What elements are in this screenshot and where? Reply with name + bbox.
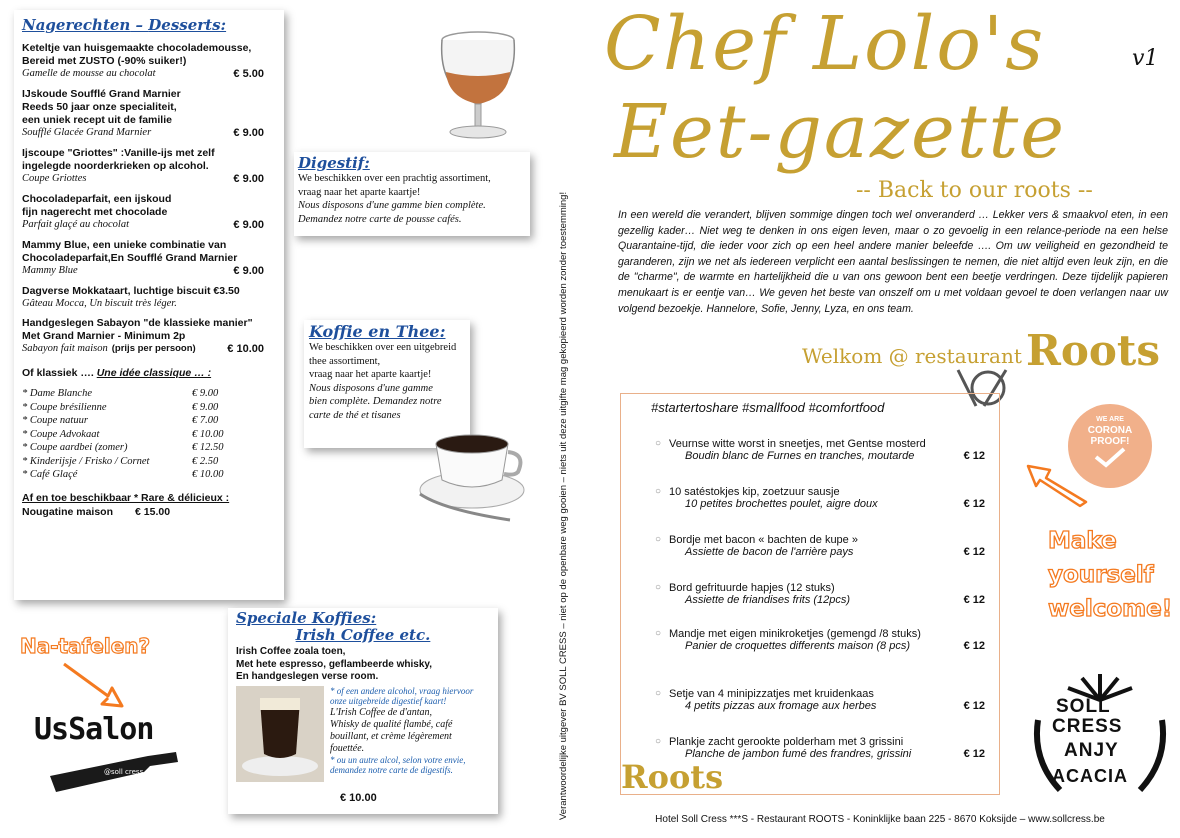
menu-item-french: Assiette de bacon de l'arrière pays — [685, 546, 854, 558]
arrow-icon — [60, 660, 130, 710]
bottle-icon — [44, 748, 184, 796]
classic-name: * Coupe aardbei (zomer) — [22, 442, 128, 453]
bullet-icon: ○ — [655, 582, 662, 593]
menu-item-name: 10 satéstokjes kip, zoetzuur sausje — [669, 486, 840, 498]
menu-item — [655, 582, 985, 606]
corona-badge-main: CORONA PROOF! — [1087, 425, 1133, 447]
speciale-price: € 10.00 — [340, 792, 377, 804]
welkom-label: Welkom @ restaurant — [802, 344, 1022, 368]
classic-price: € 7.00 — [192, 415, 219, 426]
menu-item-french: 4 petits pizzas aux fromage aux herbes — [685, 700, 877, 712]
bullet-icon: ○ — [655, 736, 662, 747]
dessert-french: Mammy Blue — [22, 265, 78, 276]
menu-item — [655, 628, 985, 652]
menu-item-price: € 12 — [963, 450, 985, 462]
salon-logo: UsSalon — [34, 712, 154, 747]
menu-item-row — [655, 450, 985, 462]
na-tafelen-label: Na-tafelen? — [20, 634, 151, 658]
dessert-french: Sabayon fait maison — [22, 343, 108, 354]
dessert-price: € 9.00 — [233, 219, 264, 231]
classic-item — [22, 455, 276, 469]
make-yourself-welcome: Make yourself welcome! — [1048, 528, 1173, 622]
classic-title: Of klassiek …. Une idée classique … : — [22, 367, 212, 379]
dessert-french: Gâteau Mocca, Un biscuit très léger. — [22, 298, 177, 309]
speciale-note-nl: * of een andere alcohol, vraag hiervoor onze uitgebreide digestief kaart! — [330, 685, 474, 706]
menu-item-name: Mandje met eigen minikroketjes (gemengd /8 stuks) — [669, 628, 921, 640]
irish-coffee-photo — [236, 686, 324, 782]
footer-address: Hotel Soll Cress ***S - Restaurant ROOTS - Koninklijke baan 225 - 8670 Koksijde – www.sollcress.be — [655, 814, 1105, 825]
brandy-glass-icon — [436, 20, 520, 150]
dessert-list — [22, 42, 276, 355]
menu-item-row — [655, 700, 985, 712]
classic-name: * Coupe natuur — [22, 415, 88, 426]
classic-price: € 2.50 — [192, 455, 219, 467]
roots-small: Roots — [621, 758, 724, 796]
dessert-name: Keteltje van huisgemaakte chocolademousse, Bereid met ZUSTO (-90% suiker!) — [22, 42, 252, 67]
bullet-icon: ○ — [655, 534, 662, 545]
menu-item — [655, 486, 985, 510]
classic-price: € 10.00 — [192, 428, 224, 440]
classic-list — [22, 387, 276, 482]
menu-item-name: Setje van 4 minipizzatjes met kruidenkaas — [669, 688, 874, 700]
menu-item-name: Bordje met bacon « bachten de kupe » — [669, 534, 858, 546]
checkmark-icon — [1090, 447, 1130, 469]
menu-item-price: € 12 — [963, 498, 985, 510]
dessert-row — [22, 173, 276, 185]
classic-item — [22, 441, 276, 455]
menu-item-french: 10 petites brochettes poulet, aigre doux — [685, 498, 878, 510]
soll-cress-logo — [1030, 660, 1170, 800]
dessert-name: Chocoladeparfait, een ijskoud fijn nagerecht met chocolade — [22, 193, 172, 218]
dessert-row — [22, 265, 276, 277]
dessert-name: Mammy Blue, een unieke combinatie van Chocoladeparfait,En Soufflé Grand Marnier — [22, 239, 238, 264]
bullet-icon: ○ — [655, 628, 662, 639]
salon-sub: @soll cress — [104, 768, 144, 776]
desserts-card — [14, 10, 284, 600]
dessert-name: Dagverse Mokkataart, luchtige biscuit €3.50 — [22, 285, 240, 297]
menu-item-french: Assiette de friandises frits (12pcs) — [685, 594, 851, 606]
menu-item-price: € 12 — [963, 700, 985, 712]
menu-item-price: € 12 — [963, 594, 985, 606]
digestif-nl: We beschikken over een prachtig assortiment, vraag naar het aparte kaartje! — [298, 173, 491, 198]
dessert-item — [22, 317, 276, 355]
speciale-card — [228, 608, 498, 814]
dessert-french-extra: (prijs per persoon) — [111, 343, 196, 354]
dessert-item — [22, 88, 276, 139]
digestif-fr: Nous disposons d'une gamme bien complète. Demandez notre carte de pousse cafés. — [298, 200, 486, 225]
desserts-title: Nagerechten – Desserts: — [22, 16, 227, 34]
menu-item-line — [655, 534, 985, 546]
publisher-vertical: Verantwoordelijke uitgever BV SOLL CRESS – niet op de openbare weg gooien – niets uit deze uitgifte mag gekopieerd worden zonder toestemming! — [558, 191, 569, 820]
speciale-body: Irish Coffee zoala toen, Met hete espresso, geflambeerde whisky, En handgeslegen verse room. — [236, 646, 433, 682]
intro-text: In een wereld die verandert, blijven sommige dingen toch wel onveranderd … Lekker vers & smaakvol eten, in een gezellig kader… Niet weg te denken in ons eigen leven, maar o zo gevoelig in een relance-periode na een helse Quarantaine-tijd, die ieder voor zich op een heel andere manier beleefde …. Om uw veiligheid en gezondheid te garanderen, zijn we net als iedereen verplicht een aantal beslissingen te nemen, die niet altijd even leuk zijn, en die de "charme", de warmte en hartelijkheid die u van ons gewoon bent een beetje verdringen. Deze tijdelijk papieren menukaart is er eentje van… We geven het beste van onszelf om u met voldaan gevoel te doen verlangen naar uw volgend bezoekje. Hannelore, Sofie, Jenny, Lyza, en ons team. — [618, 209, 1168, 315]
roots-title: Roots — [1026, 326, 1160, 375]
menu-item-french: Boudin blanc de Furnes en tranches, moutarde — [685, 450, 915, 462]
dessert-row — [22, 68, 276, 80]
menu-item-row — [655, 546, 985, 558]
classic-price: € 9.00 — [192, 388, 219, 399]
menu-item-french: Panier de croquettes differents maison (8 pcs) — [685, 640, 911, 652]
menu-item-row — [655, 594, 985, 606]
menu-item-line — [655, 438, 985, 450]
koffie-nl: We beschikken over een uitgebreid thee assortiment, vraag naar het aparte kaartje! — [309, 342, 457, 380]
classic-item — [22, 468, 276, 482]
dessert-name: Ijscoupe "Griottes" :Vanille-ijs met zelf ingelegde noorderkrieken op alcohol. — [22, 147, 215, 172]
speciale-title-2: Irish Coffee etc. — [295, 626, 431, 644]
classic-item — [22, 414, 276, 428]
logo-acacia: ACACIA — [1052, 766, 1128, 786]
koffie-fr: Nous disposons d'une gamme bien complète. Demandez notre carte de thé et tisanes — [309, 382, 442, 421]
dessert-item — [22, 42, 276, 80]
dessert-item — [22, 239, 276, 277]
classic-name: * Coupe Advokaat — [22, 428, 100, 440]
menu-item — [655, 688, 985, 712]
dessert-french: Parfait glaçé au chocolat — [22, 219, 130, 230]
dessert-name: IJskoude Soufflé Grand Marnier Reeds 50 jaar onze specialiteit, een uniek recept uit de familie — [22, 88, 181, 126]
classic-name: * Dame Blanche — [22, 388, 92, 399]
menu-item-line — [655, 628, 985, 640]
classic-item — [22, 401, 276, 415]
menu-item — [655, 438, 985, 462]
classic-item — [22, 428, 276, 442]
dessert-row — [22, 298, 276, 309]
digestif-card — [294, 152, 530, 236]
bullet-icon: ○ — [655, 438, 662, 449]
menu-item-line — [655, 688, 985, 700]
menu-item-row — [655, 498, 985, 510]
dessert-item — [22, 147, 276, 185]
menu-tags: #startertoshare #smallfood #comfortfood — [651, 400, 885, 415]
classic-price: € 10.00 — [192, 469, 224, 480]
speciale-fr: L'Irish Coffee de d'antan, Whisky de qualité flambé, café bouillant, et crème légèrement fouettée. — [330, 706, 453, 754]
menu-item-price: € 12 — [963, 748, 985, 760]
menu-item-name: Veurnse witte worst in sneetjes, met Gentse mosterd — [669, 438, 926, 450]
bullet-icon: ○ — [655, 486, 662, 497]
arrow-icon-right — [1022, 460, 1092, 510]
dessert-price: € 9.00 — [233, 127, 264, 139]
bullet-icon: ○ — [655, 688, 662, 699]
corona-badge-top: WE ARE — [1096, 416, 1124, 423]
version-label: v1 — [1132, 46, 1159, 71]
menu-item — [655, 736, 985, 760]
classic-price: € 9.00 — [192, 401, 219, 413]
menu-item-line — [655, 582, 985, 594]
dessert-price: € 9.00 — [233, 173, 264, 185]
dessert-french: Coupe Griottes — [22, 173, 87, 184]
koffie-title: Koffie en Thee: — [309, 322, 446, 341]
dessert-price: € 5.00 — [233, 68, 264, 80]
digestif-title: Digestif: — [298, 154, 370, 172]
menu-item-price: € 12 — [963, 640, 985, 652]
speciale-note-fr: * ou un autre alcol, selon votre envie, demandez notre carte de digestifs. — [330, 754, 466, 775]
classic-name: * Café Glaçé — [22, 469, 78, 480]
extra-title: Af en toe beschikbaar * Rare & délicieux : — [22, 491, 230, 504]
dessert-price: € 10.00 — [227, 343, 264, 355]
dessert-row — [22, 343, 276, 355]
menu-item — [655, 534, 985, 558]
menu-item-name: Bord gefrituurde hapjes (12 stuks) — [669, 582, 835, 594]
dessert-french: Soufflé Glacée Grand Marnier — [22, 127, 152, 138]
menu-item-line — [655, 736, 985, 748]
speciale-title-1: Speciale Koffies: — [236, 609, 377, 627]
menu-item-row — [655, 640, 985, 652]
coffee-cup-icon — [414, 424, 534, 534]
title-line-1: Chef Lolo's — [604, 1, 1046, 87]
subtitle: -- Back to our roots -- — [856, 178, 1093, 203]
logo-soll: SOLL — [1056, 696, 1111, 717]
dessert-item — [22, 193, 276, 231]
dessert-item — [22, 285, 276, 309]
extra-item: Nougatine maison € 15.00 — [22, 505, 171, 518]
title-line-2: Eet-gazette — [614, 89, 1067, 175]
menu-item-name: Plankje zacht gerookte polderham met 3 grissini — [669, 736, 904, 748]
dessert-row — [22, 219, 276, 231]
menu-item-line — [655, 486, 985, 498]
dessert-name: Handgeslegen Sabayon "de klassieke manier" Met Grand Marnier - Minimum 2p — [22, 317, 253, 342]
menu-item-price: € 12 — [963, 546, 985, 558]
classic-item — [22, 387, 276, 401]
menu-box — [620, 393, 1000, 795]
dessert-french: Gamelle de mousse au chocolat — [22, 68, 156, 79]
logo-cress: CRESS — [1052, 716, 1123, 737]
menu-item-french: Planche de jambon fumé des frandres, grissini — [685, 748, 912, 760]
logo-anjy: ANJY — [1064, 740, 1119, 761]
dessert-price: € 9.00 — [233, 265, 264, 277]
classic-name: * Kinderijsje / Frisko / Cornet — [22, 455, 150, 467]
classic-name: * Coupe brésilienne — [22, 401, 107, 413]
dessert-row — [22, 127, 276, 139]
classic-price: € 12.50 — [192, 442, 224, 453]
